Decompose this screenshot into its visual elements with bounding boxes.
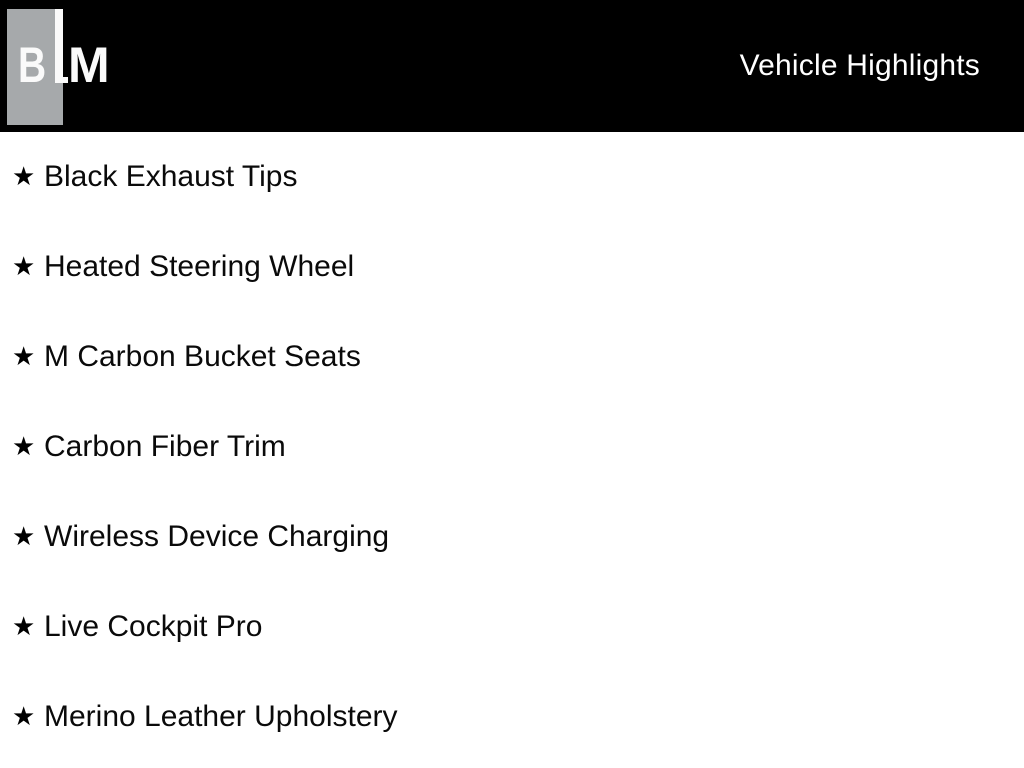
list-item-label: Live Cockpit Pro xyxy=(44,610,263,643)
list-item-label: Black Exhaust Tips xyxy=(44,160,298,193)
list-item xyxy=(0,672,1024,762)
star-icon: ★ xyxy=(12,252,36,282)
highlights-list xyxy=(0,132,1024,762)
logo-letter-m: M xyxy=(68,37,110,93)
logo-letter-l-stem xyxy=(55,9,63,83)
star-icon: ★ xyxy=(12,522,36,552)
list-item-label: M Carbon Bucket Seats xyxy=(44,340,361,373)
page-title: Vehicle Highlights xyxy=(739,49,980,82)
logo-letter-b: B xyxy=(18,37,47,93)
star-icon: ★ xyxy=(12,162,36,192)
list-item xyxy=(0,402,1024,492)
list-item xyxy=(0,492,1024,582)
star-icon: ★ xyxy=(12,612,36,642)
list-item xyxy=(0,222,1024,312)
list-item-label: Merino Leather Upholstery xyxy=(44,700,398,733)
list-item-label: Heated Steering Wheel xyxy=(44,250,355,283)
star-icon: ★ xyxy=(12,342,36,372)
header xyxy=(0,0,1024,132)
dealer-logo xyxy=(0,0,140,132)
star-icon: ★ xyxy=(12,702,36,732)
list-item-label: Wireless Device Charging xyxy=(44,520,390,553)
list-item xyxy=(0,132,1024,222)
star-icon: ★ xyxy=(12,432,36,462)
list-item-label: Carbon Fiber Trim xyxy=(44,430,286,463)
list-item xyxy=(0,312,1024,402)
logo-letter-l-foot xyxy=(55,77,68,83)
list-item xyxy=(0,582,1024,672)
